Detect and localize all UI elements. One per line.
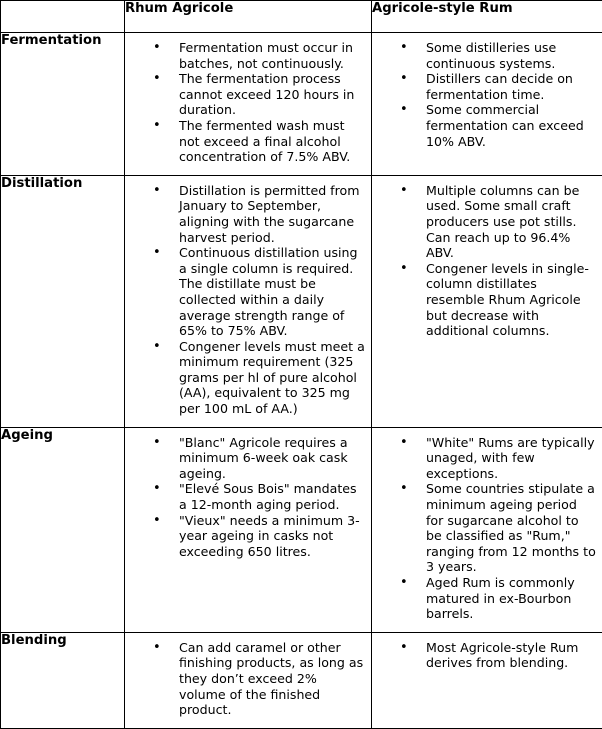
list-item: • Some countries stipulate a minimum ageing period for sugarcane alcohol to be classified as "Rum," ranging from 12 months to 3 years. <box>372 481 596 575</box>
bullet-list <box>125 33 371 175</box>
list-item: • Distillers can decide on fermentation time. <box>372 71 596 102</box>
cell-fermentation-agricole <box>125 33 372 176</box>
table-row-distillation <box>1 175 602 427</box>
table-row-fermentation <box>1 33 602 176</box>
list-item: • Distillation is permitted from January to September, aligning with the sugarcane harvest period. <box>125 183 365 245</box>
row-label-ageing: Ageing <box>1 427 125 632</box>
list-item: • Congener levels in single-column distillates resemble Rhum Agricole but decrease with additional columns. <box>372 261 596 339</box>
cell-blending-style <box>372 632 602 728</box>
list-item: • Fermentation must occur in batches, not continuously. <box>125 40 365 71</box>
list-item: • Most Agricole-style Rum derives from blending. <box>372 640 596 671</box>
list-item: • "Blanc" Agricole requires a minimum 6-week oak cask ageing. <box>125 435 365 482</box>
cell-blending-agricole <box>125 632 372 728</box>
cell-ageing-agricole <box>125 427 372 632</box>
row-label-blending: Blending <box>1 632 125 728</box>
list-item: • Continuous distillation using a single column is required. The distillate must be collected within a daily average strength range of 65% to 75% ABV. <box>125 245 365 339</box>
header-row <box>1 1 602 33</box>
cell-ageing-style <box>372 427 602 632</box>
list-item: • Aged Rum is commonly matured in ex-Bourbon barrels. <box>372 575 596 622</box>
header-rhum-agricole: Rhum Agricole <box>125 1 372 33</box>
row-label-distillation: Distillation <box>1 175 125 427</box>
bullet-list <box>372 33 602 159</box>
bullet-list <box>372 428 602 632</box>
bullet-list <box>125 176 371 427</box>
header-agricole-style-rum: Agricole-style Rum <box>372 1 602 33</box>
table-row-blending <box>1 632 602 728</box>
cell-fermentation-style <box>372 33 602 176</box>
list-item: • Some commercial fermentation can exceed 10% ABV. <box>372 102 596 149</box>
header-empty-cell <box>1 1 125 33</box>
list-item: • Multiple columns can be used. Some small craft producers use pot stills. Can reach up to 96.4% ABV. <box>372 183 596 261</box>
bullet-list <box>372 176 602 349</box>
row-label-fermentation: Fermentation <box>1 33 125 176</box>
list-item: • "Elevé Sous Bois" mandates a 12-month aging period. <box>125 481 365 512</box>
bullet-list <box>125 428 371 570</box>
list-item: • "Vieux" needs a minimum 3-year ageing in casks not exceeding 650 litres. <box>125 513 365 560</box>
list-item: • Some distilleries use continuous systems. <box>372 40 596 71</box>
list-item: • "White" Rums are typically unaged, with few exceptions. <box>372 435 596 482</box>
list-item: • The fermentation process cannot exceed 120 hours in duration. <box>125 71 365 118</box>
bullet-list <box>372 633 602 681</box>
table-row-ageing <box>1 427 602 632</box>
list-item: • Congener levels must meet a minimum requirement (325 grams per hl of pure alcohol (AA), equivalent to 325 mg per 100 mL of AA.) <box>125 339 365 417</box>
list-item: • Can add caramel or other finishing products, as long as they don’t exceed 2% volume of the finished product. <box>125 640 365 718</box>
cell-distillation-agricole <box>125 175 372 427</box>
cell-distillation-style <box>372 175 602 427</box>
list-item: • The fermented wash must not exceed a final alcohol concentration of 7.5% ABV. <box>125 118 365 165</box>
bullet-list <box>125 633 371 728</box>
